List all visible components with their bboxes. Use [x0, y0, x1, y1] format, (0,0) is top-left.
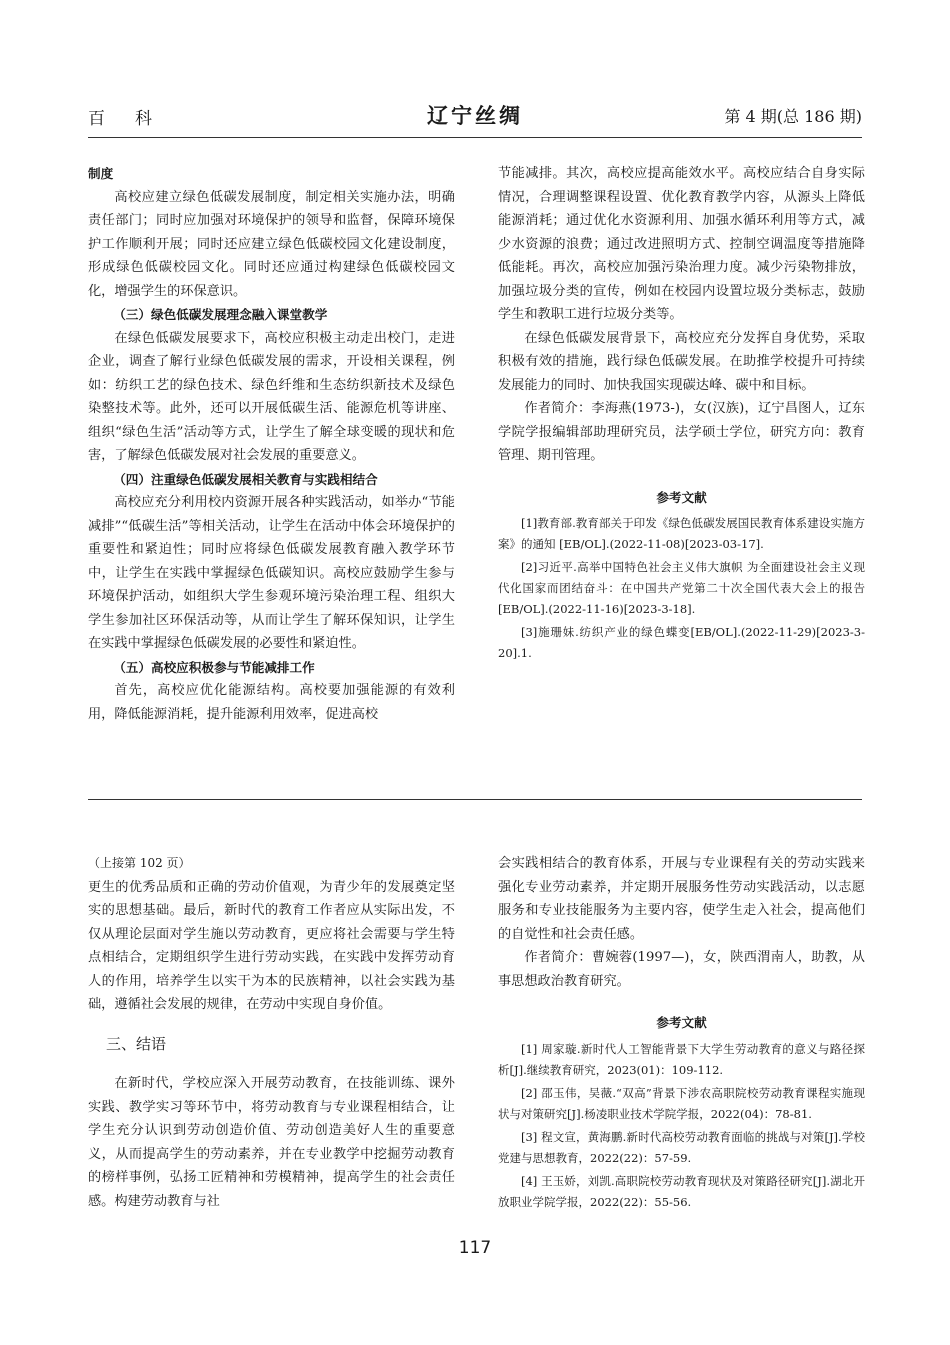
running-header — [88, 104, 862, 134]
heading-continuation: 制度 — [88, 166, 114, 181]
bottom-right-column — [498, 852, 865, 1215]
continued-from: （上接第 102 页） — [88, 856, 191, 870]
subheading-5: （五）高校应积极参与节能减排工作 — [113, 659, 315, 675]
section-heading: 三、结语 — [106, 1034, 167, 1053]
references-title: 参考文献 — [656, 1015, 707, 1030]
reference-item: [1] 周家璇.新时代人工智能背景下大学生劳动教育的意义与路径探析[J].继续教育研究，2023(01)：109-112. — [498, 1041, 865, 1077]
top-left-column — [88, 162, 455, 726]
reference-item: [4] 王玉娇，刘凯.高职院校劳动教育现状及对策路径研究[J].湖北开放职业学院学报，2022(22)：55-56. — [498, 1173, 865, 1209]
paragraph: 高校应建立绿色低碳发展制度，制定相关实施办法，明确责任部门；同时应加强对环境保护的领导和监督，保障环境保护工作顺利开展；同时还应建立绿色低碳校园文化建设制度，形成绿色低碳校园文化。同时还应通过构建绿色低碳校园文化，增强学生的环保意识。 — [88, 189, 455, 299]
reference-item: [2]习近平.高举中国特色社会主义伟大旗帜 为全面建设社会主义现代化国家而团结奋斗：在中国共产党第二十次全国代表大会上的报告[EB/OL].(2022-11-16)[2023-3-18]. — [498, 560, 865, 616]
reference-item: [3] 程文宣，黄海鹏.新时代高校劳动教育面临的挑战与对策[J].学校党建与思想教育，2022(22)：57-59. — [498, 1129, 865, 1165]
paragraph: 在绿色低碳发展背景下，高校应充分发挥自身优势，采取积极有效的措施，践行绿色低碳发展。在助推学校提升可持续发展能力的同时、加快我国实现碳达峰、碳中和目标。 — [498, 330, 865, 393]
paragraph: 会实践相结合的教育体系，开展与专业课程有关的劳动实践来强化专业劳动素养，并定期开展服务性劳动实践活动，以志愿服务和专业技能服务为主要内容，使学生走入社会，提高他们的自觉性和社会责任感。 — [498, 856, 865, 942]
journal-title: 辽宁丝绸 — [427, 103, 523, 128]
author-bio: 作者简介：曹婉蓉(1997—)，女，陕西渭南人，助教，从事思想政治教育研究。 — [498, 950, 865, 989]
reference-item: [2] 邵玉伟，吴薇.“双高”背景下涉农高职院校劳动教育课程实施现状与对策研究[J].杨凌职业技术学院学报，2022(04)：78-81. — [498, 1085, 865, 1121]
paragraph: 在新时代，学校应深入开展劳动教育，在技能训练、课外实践、教学实习等环节中，将劳动教育与专业课程相结合，让学生充分认识到劳动创造价值、劳动创造美好人生的重要意义，从而提高学生的劳动素养，并在专业教学中挖掘劳动教育的榜样事例，弘扬工匠精神和劳模精神，提高学生的社会责任感。构建劳动教育与社 — [88, 1076, 455, 1209]
reference-item: [3]施珊妹.纺织产业的绿色蝶变[EB/OL].(2022-11-29)[2023-3-20].1. — [498, 625, 865, 660]
paragraph: 更生的优秀品质和正确的劳动价值观，为青少年的发展奠定坚实的思想基础。最后，新时代的教育工作者应从实际出发，不仅从理论层面对学生施以劳动教育，更应将社会需要与学生特点相结合，定期组织学生进行劳动实践，在实践中发挥劳动育人的作用，培养学生以实干为本的民族精神，以社会实践为基础，遵循社会发展的规律，在劳动中实现自身价值。 — [88, 879, 455, 1012]
author-bio: 作者简介：李海燕(1973-)，女(汉族)，辽宁昌图人，辽东学院学报编辑部助理研究员，法学硕士学位，研究方向：教育管理、期刊管理。 — [498, 401, 865, 463]
header-section: 百科 — [88, 109, 182, 129]
paragraph: 首先，高校应优化能源结构。高校要加强能源的有效利用，降低能源消耗，提升能源利用效率，促进高校 — [88, 683, 455, 722]
header-rule — [88, 137, 862, 138]
reference-item: [1]教育部.教育部关于印发《绿色低碳发展国民教育体系建设实施方案》的通知 [EB/OL].(2022-11-08)[2023-03-17]. — [498, 516, 865, 551]
paragraph: 节能减排。其次，高校应提高能效水平。高校应结合自身实际情况，合理调整课程设置、优化教育教学内容，从源头上降低能源消耗；通过优化水资源利用、加强水循环利用等方式，减少水资源的浪费；通过改进照明方式、控制空调温度等措施降低能耗。再次，高校应加强污染治理力度。减少污染物排放，加强垃圾分类的宣传，例如在校园内设置垃圾分类标志，鼓励学生和教职工进行垃圾分类等。 — [498, 166, 865, 322]
references-title: 参考文献 — [656, 489, 707, 505]
subheading-3: （三）绿色低碳发展理念融入课堂教学 — [113, 307, 328, 322]
article-divider — [88, 799, 862, 800]
page-number: 117 — [458, 1238, 492, 1258]
paragraph: 高校应充分利用校内资源开展各种实践活动，如举办“节能减排”“低碳生活”等相关活动，让学生在活动中体会环境保护的重要性和紧迫性；同时应将绿色低碳发展教育融入教学环节中，让学生在实践中掌握绿色低碳知识。高校应鼓励学生参与环境保护活动，如组织大学生参观环境污染治理工程、组织大学生参加社区环保活动等，从而让学生了解环保知识，让学生在实践中掌握绿色低碳发展的必要性和紧迫性。 — [88, 495, 455, 651]
paragraph: 在绿色低碳发展要求下，高校应积极主动走出校门，走进企业，调查了解行业绿色低碳发展的需求，开设相关课程，例如：纺织工艺的绿色技术、绿色纤维和生态纺织新技术及绿色染整技术等。此外，还可以开展低碳生活、能源危机等讲座、组织“绿色生活”活动等方式，让学生了解全球变暖的现状和危害，了解绿色低碳发展对社会发展的重要意义。 — [88, 330, 455, 463]
issue-number: 第 4 期(总 186 期) — [724, 107, 862, 126]
top-right-column — [498, 162, 865, 666]
bottom-left-column — [88, 852, 455, 1213]
subheading-4: （四）注重绿色低碳发展相关教育与实践相结合 — [113, 471, 378, 487]
